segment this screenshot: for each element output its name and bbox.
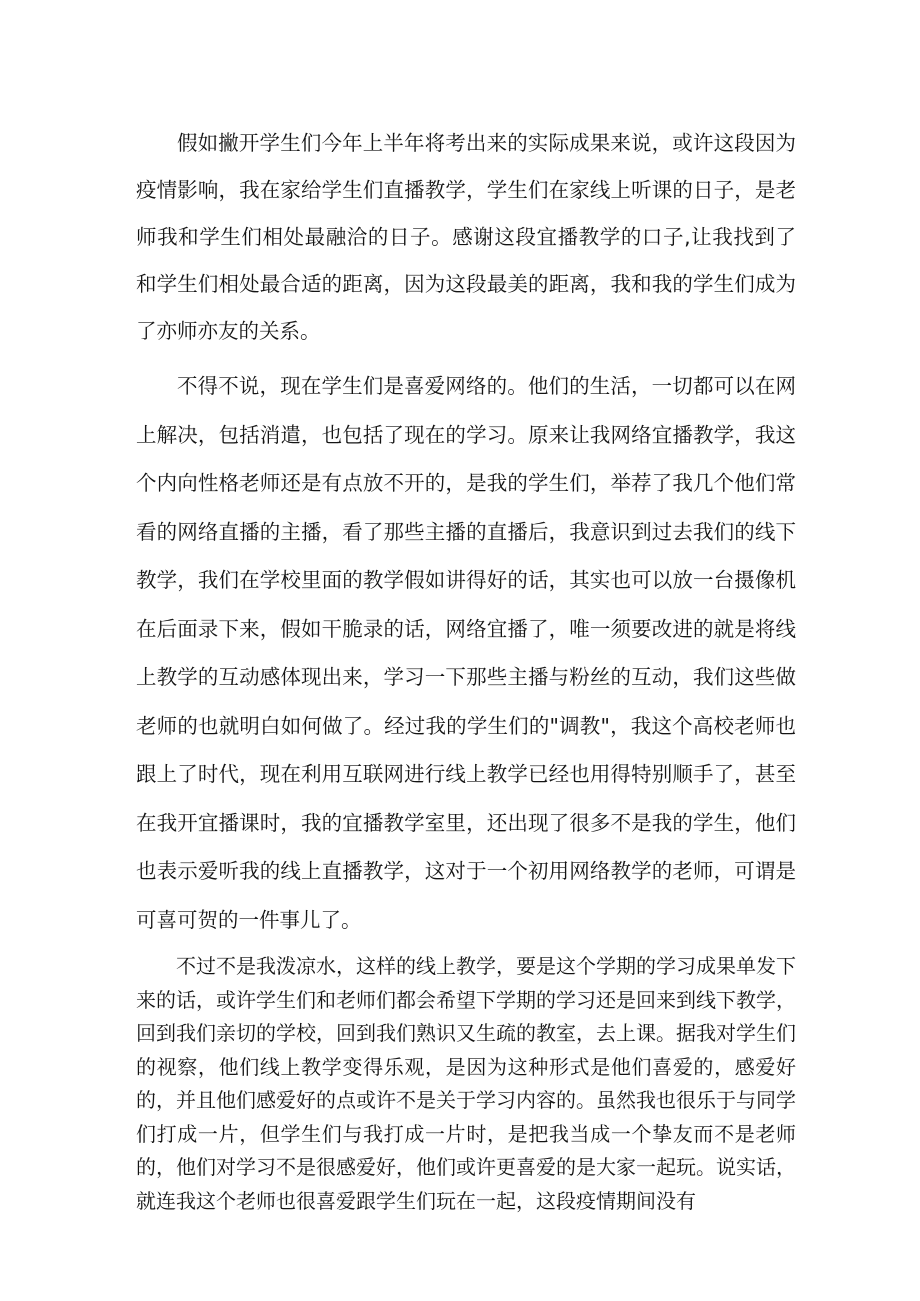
paragraph-2: 不得不说，现在学生们是喜爱网络的。他们的生活，一切都可以在网上解决，包括消遣，也包括了现在的学习。原来让我网络宜播教学，我这个内向性格老师还是有点放不开的，是我的学生们，举荐了我几个他们常看的网络直播的主播，看了那些主播的直播后，我意识到过去我们的线下教学，我们在学校里面的教学假如讲得好的话，其实也可以放一台摄像机在后面录下来，假如干脆录的话，网络宜播了，唯一须要改进的就是将线上教学的互动感体现出来，学习一下那些主播与粉丝的互动，我们这些做老师的也就明白如何做了。经过我的学生们的"调教"，我这个高校老师也跟上了时代，现在利用互联网进行线上教学已经也用得特别顺手了，甚至在我开宜播课时，我的宜播教学室里，还出现了很多不是我的学生，他们也表示爱听我的线上直播教学，这对于一个初用网络教学的老师，可谓是可喜可贺的一件事儿了。 bbox=[136, 374, 796, 932]
paragraph-1: 假如撇开学生们今年上半年将考出来的实际成果来说，或许这段因为疫情影响，我在家给学生们直播教学，学生们在家线上听课的日子，是老师我和学生们相处最融洽的日子。感谢这段宜播教学的口子,让我找到了和学生们相处最合适的距离，因为这段最美的距离，我和我的学生们成为了亦师亦友的关系。 bbox=[136, 131, 796, 343]
paragraph-3: 不过不是我泼凉水，这样的线上教学，要是这个学期的学习成果单发下来的话，或许学生们和老师们都会希望下学期的学习还是回来到线下教学，回到我们亲切的学校，回到我们熟识又生疏的教室，去上课。据我对学生们的视察，他们线上教学变得乐观，是因为这种形式是他们喜爱的，感爱好的，并且他们感爱好的点或许不是关于学习内容的。虽然我也很乐于与同学们打成一片，但学生们与我打成一片时，是把我当成一个挚友而不是老师的，他们对学习不是很感爱好，他们或许更喜爱的是大家一起玩。说实话，就连我这个老师也很喜爱跟学生们玩在一起，这段疫情期间没有 bbox=[136, 954, 796, 1213]
